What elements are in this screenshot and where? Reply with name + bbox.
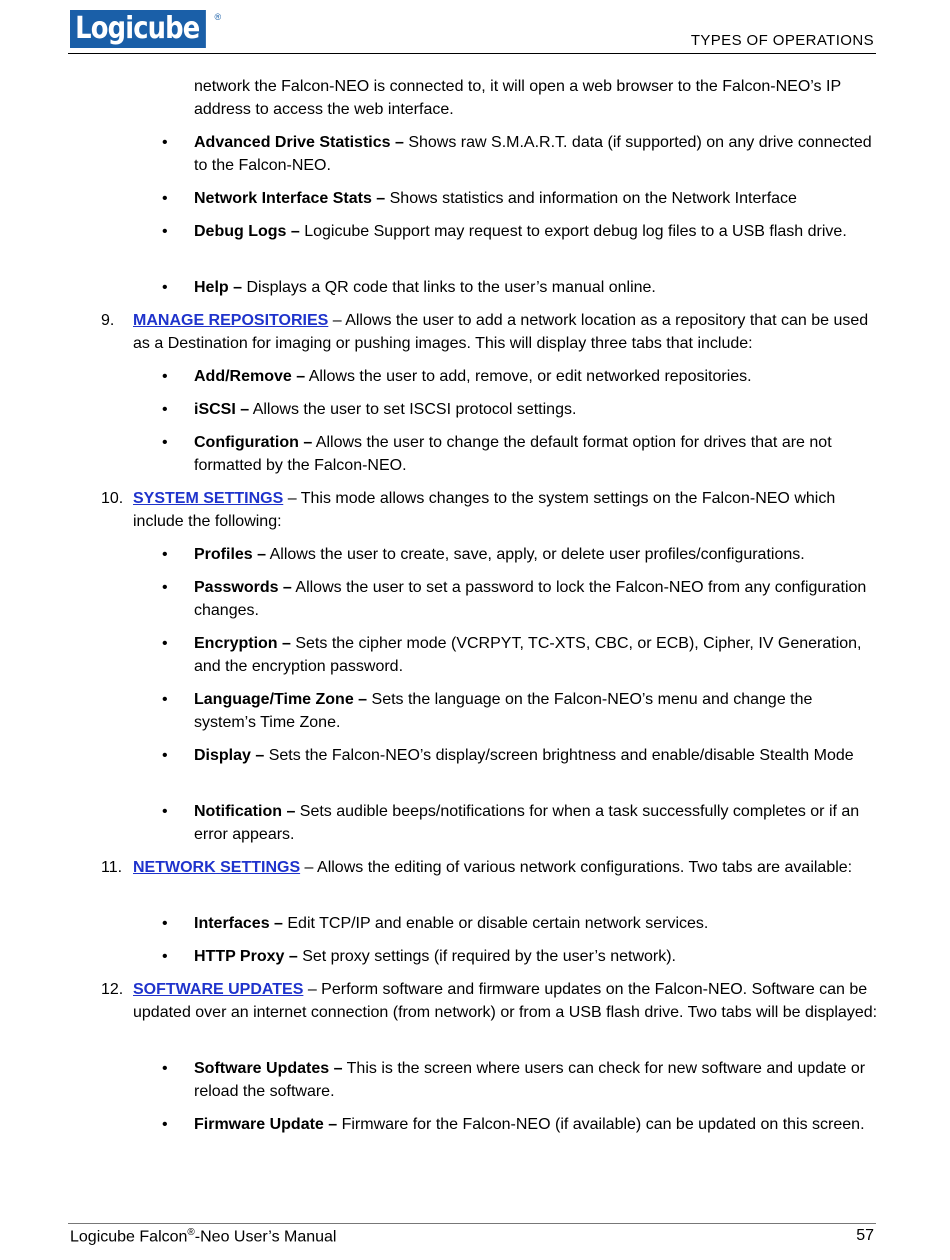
list-item: [194, 187, 878, 210]
bullet-dot: •: [162, 134, 168, 151]
bullet-term: HTTP Proxy –: [194, 948, 298, 965]
list-item: [194, 912, 878, 935]
page-number: 57: [856, 1227, 874, 1244]
bullet-term: iSCSI –: [194, 401, 250, 418]
logo-registered-mark: ®: [214, 12, 222, 22]
bullet-term: Software Updates –: [194, 1060, 343, 1077]
manual-title-prefix: Logicube Falcon: [70, 1228, 188, 1246]
bullet-desc: Displays a QR code that links to the user’s manual online.: [242, 279, 656, 296]
numbered-item: [133, 856, 878, 879]
bullet-term: Encryption –: [194, 635, 291, 652]
registered-mark: ®: [187, 1227, 195, 1238]
bullet-desc: Sets audible beeps/notifications for when a task successfully completes or if an error appears.: [194, 803, 860, 843]
list-item: [194, 688, 878, 734]
bullet-term: Help –: [194, 279, 243, 296]
bullet-dot: •: [162, 434, 168, 451]
manage-repositories-link[interactable]: MANAGE REPOSITORIES: [133, 312, 329, 329]
section-title: TYPES OF OPERATIONS: [690, 32, 874, 49]
bullet-term: Add/Remove –: [194, 368, 306, 385]
bullet-dot: •: [162, 1116, 168, 1133]
bullet-term: Notification –: [194, 803, 296, 820]
bullet-term: Configuration –: [194, 434, 313, 451]
bullet-desc: Allows the user to add, remove, or edit networked repositories.: [305, 368, 752, 385]
bullet-desc: Shows statistics and information on the Network Interface: [385, 190, 797, 207]
footer-divider: [68, 1223, 876, 1224]
bullet-dot: •: [162, 747, 168, 764]
software-updates-link[interactable]: SOFTWARE UPDATES: [133, 981, 304, 998]
bullet-desc: Set proxy settings (if required by the user’s network).: [297, 948, 676, 965]
bullet-desc: Allows the user to change the default format option for drives that are not formatted by the Falcon-NEO.: [194, 434, 832, 474]
bullet-dot: •: [162, 948, 168, 965]
bullet-term: Firmware Update –: [194, 1116, 338, 1133]
list-item: [194, 576, 878, 622]
network-settings-link[interactable]: NETWORK SETTINGS: [133, 859, 301, 876]
numbered-item: [133, 978, 878, 1024]
bullet-dot: •: [162, 1060, 168, 1077]
bullet-desc: Sets the language on the Falcon-NEO’s menu and change the system’s Time Zone.: [194, 691, 813, 731]
item-number: 11.: [101, 859, 123, 876]
list-item: [194, 398, 878, 421]
bullet-desc: This is the screen where users can check for new software and update or reload the software.: [194, 1060, 866, 1100]
bullet-desc: Allows the user to set a password to lock the Falcon-NEO from any configuration changes.: [194, 579, 867, 619]
bullet-desc: Allows the user to set ISCSI protocol settings.: [249, 401, 577, 418]
system-settings-link[interactable]: SYSTEM SETTINGS: [133, 490, 284, 507]
item-desc: – Allows the editing of various network configurations. Two tabs are available:: [300, 859, 853, 876]
item-number: 12.: [101, 981, 124, 998]
header-divider: [68, 53, 876, 54]
bullet-desc: Logicube Support may request to export debug log files to a USB flash drive.: [299, 223, 847, 240]
manual-title-suffix: -Neo User’s Manual: [194, 1228, 337, 1246]
item-number: 9.: [101, 312, 115, 329]
bullet-term: Display –: [194, 747, 265, 764]
list-item: [194, 543, 878, 566]
list-item: [194, 1057, 878, 1103]
list-item: [194, 800, 878, 846]
bullet-desc: Allows the user to create, save, apply, or delete user profiles/configurations.: [266, 546, 805, 563]
logo-wordmark: Logicube: [70, 10, 206, 48]
bullet-desc: Firmware for the Falcon-NEO (if available) can be updated on this screen.: [337, 1116, 865, 1133]
bullet-dot: •: [162, 579, 168, 596]
bullet-dot: •: [162, 915, 168, 932]
logicube-logo: [70, 10, 221, 50]
list-item: [194, 365, 878, 388]
list-item: [194, 431, 878, 477]
bullet-dot: •: [162, 401, 168, 418]
bullet-dot: •: [162, 546, 168, 563]
bullet-term: Passwords –: [194, 579, 292, 596]
bullet-term: Language/Time Zone –: [194, 691, 368, 708]
item-desc: – Allows the user to add a network location as a repository that can be used as a Destination for imaging or pushing images. This will display three tabs that include:: [133, 312, 869, 352]
bullet-dot: •: [162, 368, 168, 385]
list-item: [194, 1113, 878, 1136]
bullet-term: Advanced Drive Statistics –: [194, 134, 404, 151]
item-desc: – This mode allows changes to the system settings on the Falcon-NEO which include the following:: [133, 490, 836, 530]
bullet-term: Debug Logs –: [194, 223, 300, 240]
numbered-item: [133, 309, 878, 355]
bullet-dot: •: [162, 803, 168, 820]
bullet-term: Network Interface Stats –: [194, 190, 386, 207]
list-item: [194, 276, 878, 299]
item-number: 10.: [101, 490, 124, 507]
list-item: [194, 744, 878, 767]
list-item: [194, 220, 878, 243]
bullet-desc: Sets the cipher mode (VCRPYT, TC-XTS, CBC, or ECB), Cipher, IV Generation, and the encryption password.: [194, 635, 862, 675]
bullet-dot: •: [162, 190, 168, 207]
bullet-term: Interfaces –: [194, 915, 283, 932]
bullet-desc: Shows raw S.M.A.R.T. data (if supported) on any drive connected to the Falcon-NEO.: [194, 134, 872, 174]
list-item: [194, 131, 878, 177]
manual-title: [70, 1227, 336, 1246]
bullet-dot: •: [162, 691, 168, 708]
bullet-desc: Edit TCP/IP and enable or disable certain network services.: [282, 915, 709, 932]
item-desc: – Perform software and firmware updates on the Falcon-NEO. Software can be updated over an internet connection (from network) or from a USB flash drive. Two tabs will be displayed:: [133, 981, 878, 1021]
intro-paragraph: network the Falcon-NEO is connected to, it will open a web browser to the Falcon-NEO’s IP address to access the web interface.: [194, 78, 841, 118]
numbered-item: [133, 487, 878, 533]
bullet-dot: •: [162, 635, 168, 652]
bullet-term: Profiles –: [194, 546, 267, 563]
bullet-desc: Sets the Falcon-NEO’s display/screen brightness and enable/disable Stealth Mode: [264, 747, 854, 764]
bullet-dot: •: [162, 279, 168, 296]
list-item: [194, 632, 878, 678]
list-item: [194, 945, 878, 968]
bullet-dot: •: [162, 223, 168, 240]
